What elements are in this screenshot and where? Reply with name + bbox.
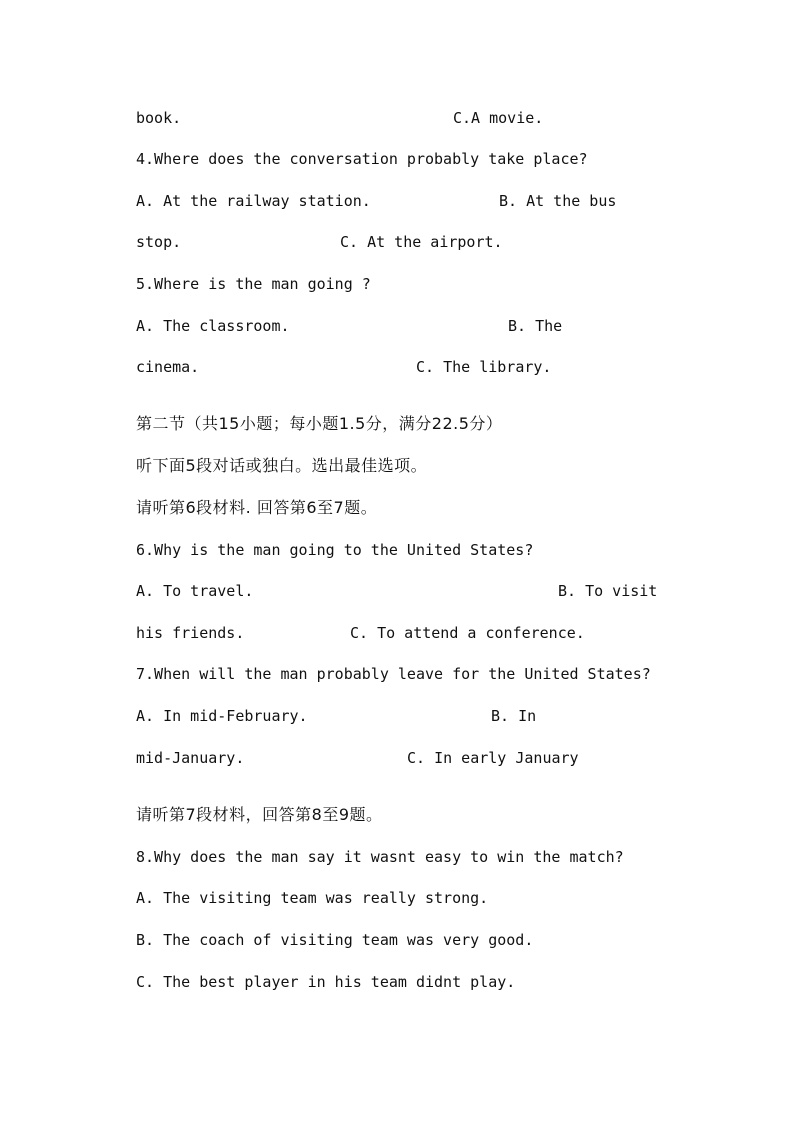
q8-option-c: C. The best player in his team didnt play. xyxy=(136,973,516,991)
section-heading: 第二节（共15小题；每小题1.5分，满分22.5分） xyxy=(136,414,503,433)
option-a: A. The classroom. xyxy=(136,317,290,335)
question-4: 4.Where does the conversation probably take place? xyxy=(136,150,588,168)
option-b: B. The xyxy=(508,317,563,335)
option-a: A. In mid-February. xyxy=(136,707,308,725)
option-a: A. At the railway station. xyxy=(136,192,371,210)
option-c: C. The library. xyxy=(416,358,552,376)
instruction: 听下面5段对话或独白。选出最佳选项。 xyxy=(136,456,428,475)
material-7-heading: 请听第7段材料，回答第8至9题。 xyxy=(136,805,383,824)
option-b: B. In xyxy=(491,707,537,725)
option-c: C.A movie. xyxy=(453,109,544,127)
question-6: 6.Why is the man going to the United States? xyxy=(136,541,534,559)
option-b: B. To visit xyxy=(558,582,658,600)
question-7: 7.When will the man probably leave for the United States? xyxy=(136,665,651,683)
question-8: 8.Why does the man say it wasnt easy to win the match? xyxy=(136,848,624,866)
option-fragment: book. xyxy=(136,109,182,127)
material-6-heading: 请听第6段材料. 回答第6至7题。 xyxy=(136,498,378,517)
option-b-continued: stop. xyxy=(136,233,182,251)
question-5: 5.Where is the man going ? xyxy=(136,275,371,293)
q8-option-a: A. The visiting team was really strong. xyxy=(136,889,489,907)
option-c: C. In early January xyxy=(407,749,579,767)
option-b-continued: cinema. xyxy=(136,358,200,376)
option-b-continued: his friends. xyxy=(136,624,245,642)
option-c: C. At the airport. xyxy=(340,233,503,251)
option-a: A. To travel. xyxy=(136,582,254,600)
option-b-continued: mid-January. xyxy=(136,749,245,767)
option-c: C. To attend a conference. xyxy=(350,624,585,642)
option-b: B. At the bus xyxy=(499,192,617,210)
q8-option-b: B. The coach of visiting team was very good. xyxy=(136,931,534,949)
